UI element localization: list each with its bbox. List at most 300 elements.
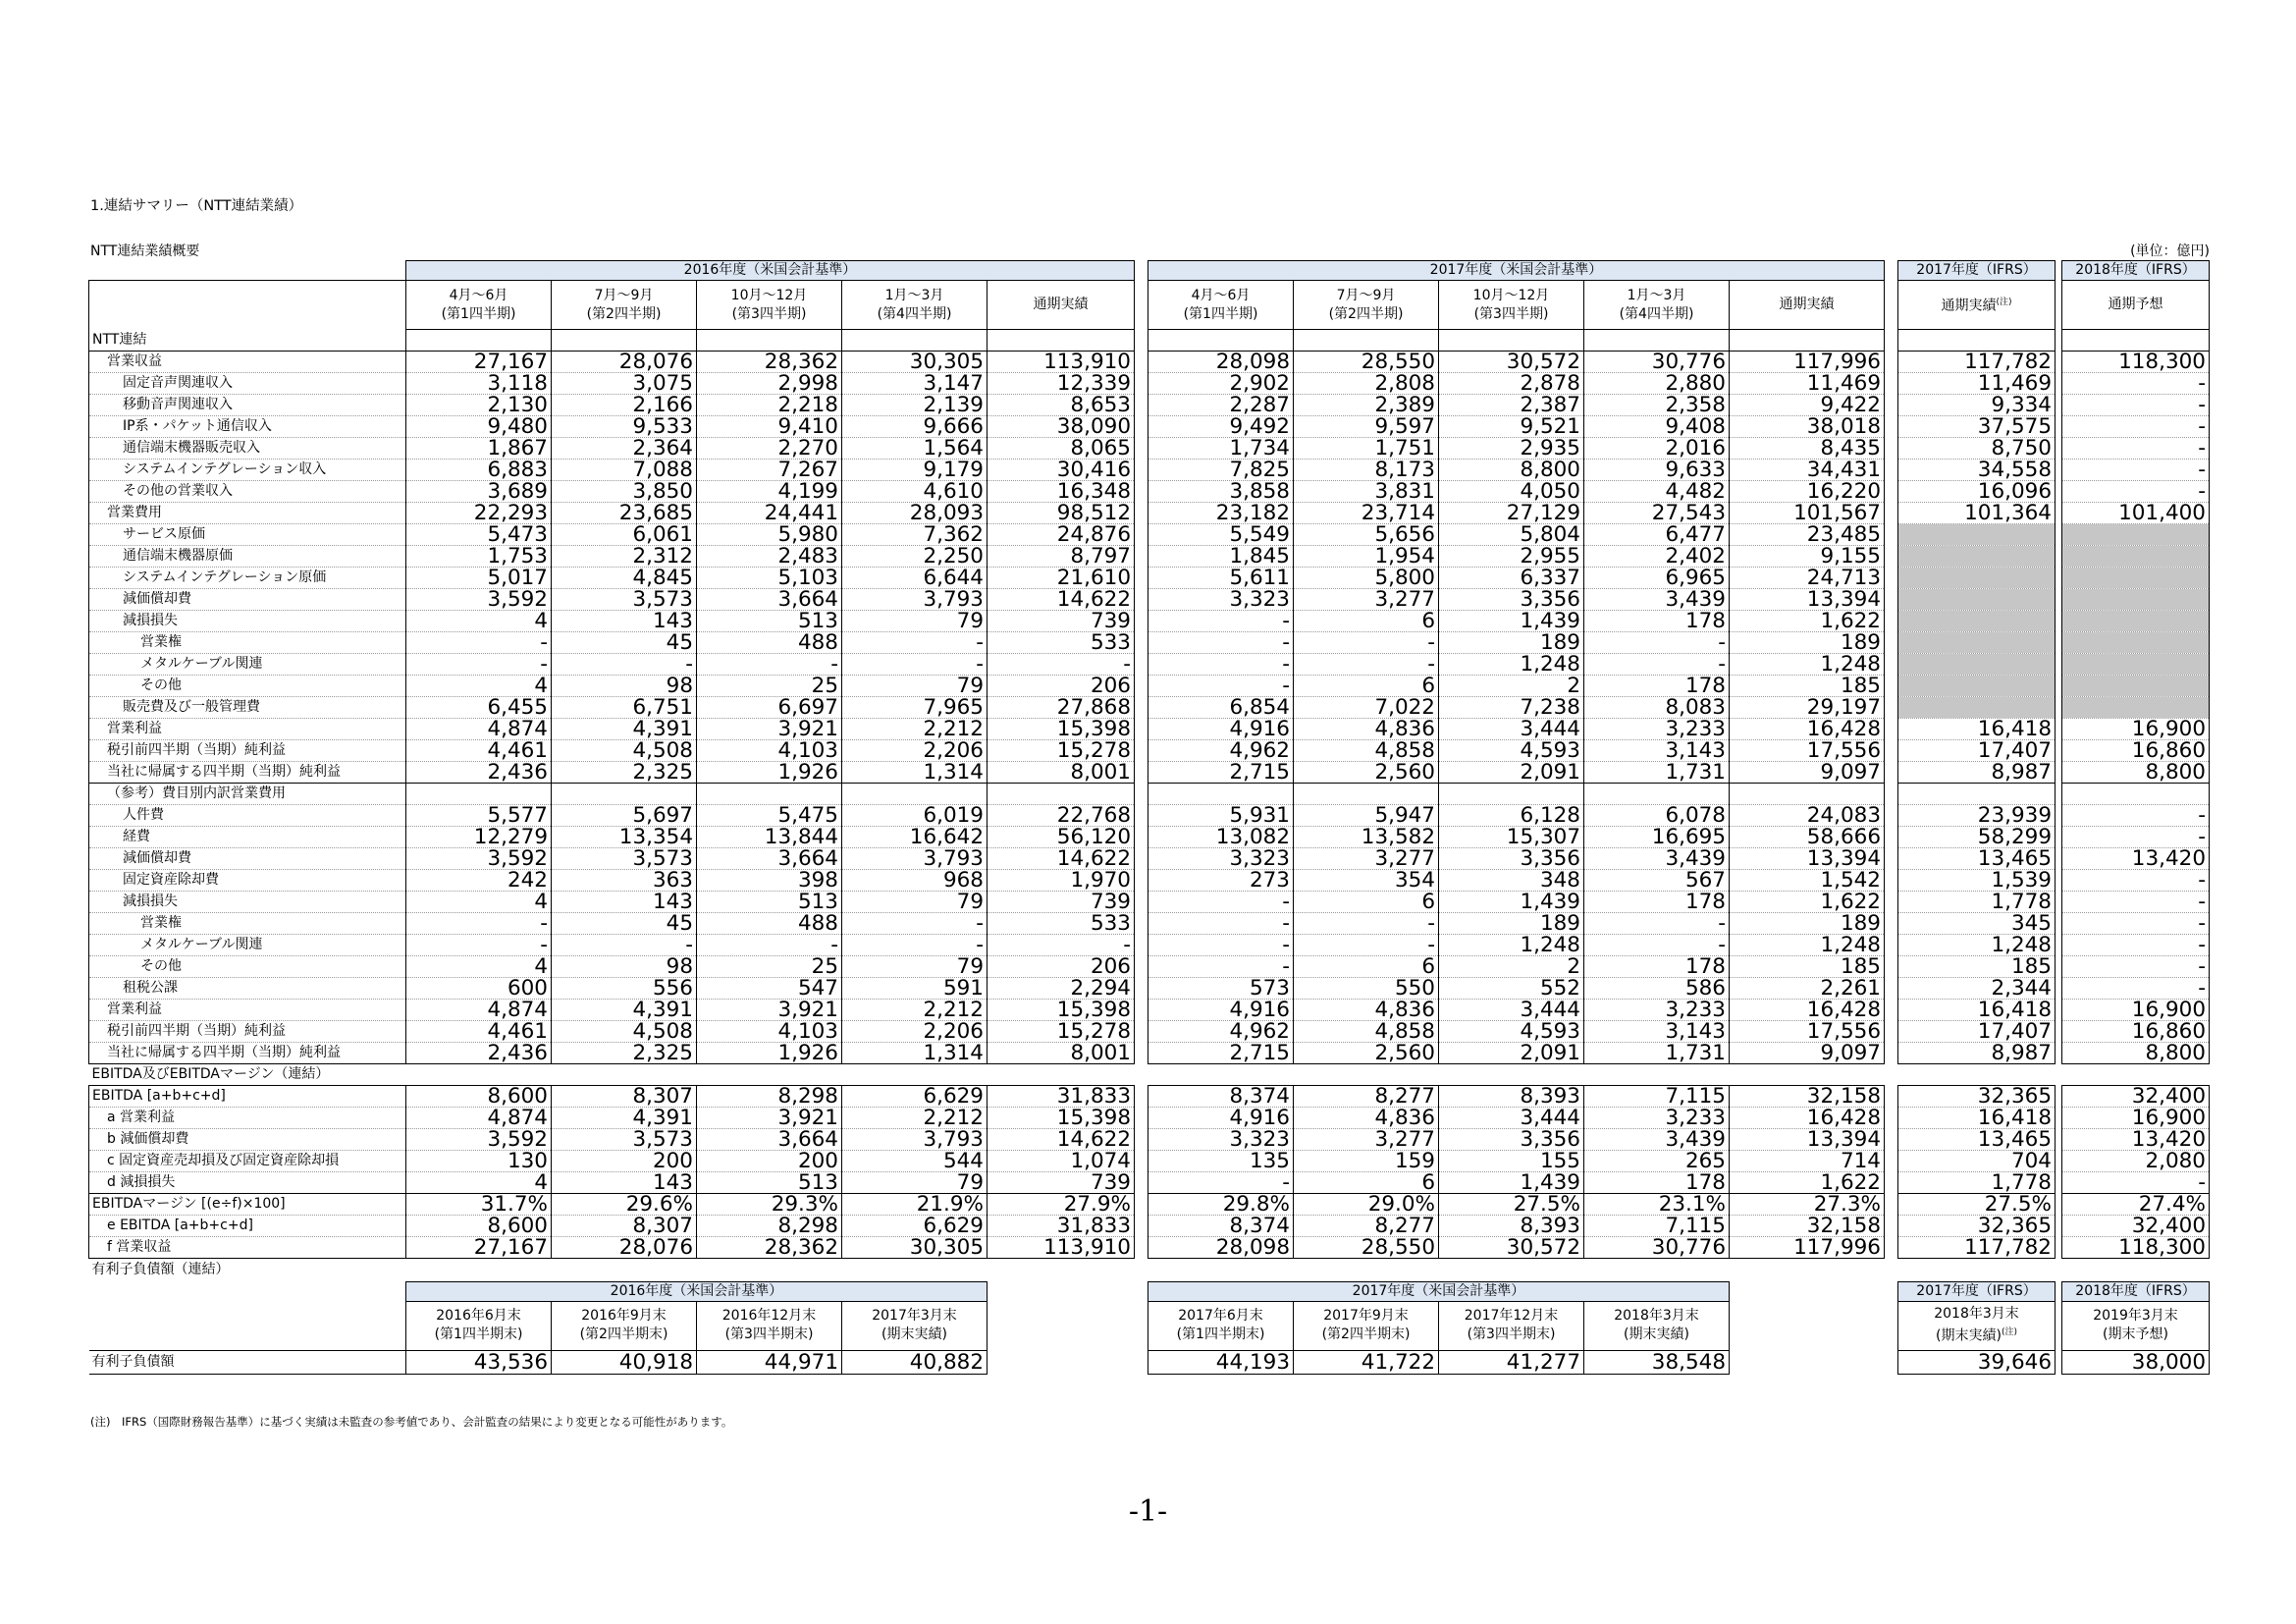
value-cell: 28,098: [1148, 351, 1294, 372]
value-cell: 22,768: [988, 804, 1135, 826]
value-cell: 5,103: [697, 567, 842, 588]
debt-col-2016-1: [552, 1301, 697, 1350]
value-cell: 544: [842, 1150, 988, 1171]
value-cell: 547: [697, 977, 842, 999]
value-cell: 2,325: [552, 1042, 697, 1063]
gap: [1135, 675, 1148, 696]
gap: [1135, 804, 1148, 826]
value-cell: 3,592: [406, 1128, 552, 1150]
col-line2-text: (期末実績): [1936, 1327, 2002, 1344]
row-label: 営業収益: [89, 351, 406, 372]
value-cell: [406, 783, 552, 804]
row-label: 営業権: [89, 912, 406, 934]
value-cell: [2062, 523, 2210, 545]
fy2017-header: 2017年度（米国会計基準）: [1148, 261, 1885, 281]
value-cell: 4,962: [1148, 739, 1294, 761]
value-cell: 550: [1294, 977, 1439, 999]
value-cell: 3,664: [697, 588, 842, 610]
table-row: [89, 783, 2210, 804]
empty-cell: [2062, 330, 2210, 352]
value-cell: 31,833: [988, 1215, 1135, 1236]
row-label: EBITDAマージン [(e÷f)×100]: [89, 1193, 406, 1215]
value-cell: 533: [988, 912, 1135, 934]
value-cell: 6: [1294, 891, 1439, 912]
value-cell: 27,129: [1439, 502, 1584, 523]
value-cell: 4,874: [406, 1107, 552, 1128]
debt-title: 有利子負債額（連結）: [91, 1261, 230, 1277]
value-cell: 8,600: [406, 1085, 552, 1107]
value-cell: 28,362: [697, 351, 842, 372]
value-cell: 5,804: [1439, 523, 1584, 545]
gap: [1885, 351, 1898, 372]
value-cell: 27.5%: [1439, 1193, 1584, 1215]
value-cell: 3,793: [842, 588, 988, 610]
value-cell: -: [2062, 869, 2210, 891]
gap: [1135, 739, 1148, 761]
value-cell: 4,916: [1148, 718, 1294, 739]
value-cell: 2,212: [842, 1107, 988, 1128]
row-label: 通信端末機器原価: [89, 545, 406, 567]
value-cell: 13,394: [1730, 588, 1885, 610]
value-cell: -: [2062, 826, 2210, 847]
col-line1: 1月～3月: [1627, 287, 1686, 303]
value-cell: -: [2062, 415, 2210, 437]
value-cell: 28,550: [1294, 1236, 1439, 1258]
value-cell: -: [1584, 653, 1730, 675]
value-cell: 4,050: [1439, 480, 1584, 502]
value-cell: 398: [697, 869, 842, 891]
value-cell: 2,402: [1584, 545, 1730, 567]
gap: [1135, 912, 1148, 934]
gap: [1885, 761, 1898, 783]
value-cell: [1898, 675, 2056, 696]
row-label: 営業費用: [89, 502, 406, 523]
value-cell: 345: [1898, 912, 2056, 934]
gap: [2056, 1042, 2062, 1063]
value-cell: 30,305: [842, 351, 988, 372]
value-cell: 7,022: [1294, 696, 1439, 718]
gap: [1135, 696, 1148, 718]
value-cell: 2,715: [1148, 1042, 1294, 1063]
value-cell: -: [1584, 934, 1730, 955]
full-year-header-2017: 通期実績: [1730, 281, 1885, 330]
value-cell: 79: [842, 1171, 988, 1193]
value-cell: [1898, 567, 2056, 588]
value-cell: 16,428: [1730, 1107, 1885, 1128]
value-cell: 200: [697, 1150, 842, 1171]
gap: [1135, 394, 1148, 415]
gap: [1135, 372, 1148, 394]
row-label: 営業権: [89, 631, 406, 653]
value-cell: 968: [842, 869, 988, 891]
gap: [2056, 1107, 2062, 1128]
gap: [2056, 783, 2062, 804]
value-cell: 4,508: [552, 739, 697, 761]
value-cell: 143: [552, 891, 697, 912]
value-cell: 3,444: [1439, 718, 1584, 739]
blank: [1730, 1350, 1885, 1374]
value-cell: 5,549: [1148, 523, 1294, 545]
debt-value-2017: 38,548: [1584, 1350, 1730, 1374]
value-cell: 118,300: [2062, 1236, 2210, 1258]
col-line1: 7月～9月: [1336, 287, 1396, 303]
value-cell: 3,147: [842, 372, 988, 394]
value-cell: 24,713: [1730, 567, 1885, 588]
value-cell: 1,867: [406, 437, 552, 459]
table-row: [89, 955, 2210, 977]
value-cell: 6,854: [1148, 696, 1294, 718]
table-row: [89, 502, 2210, 523]
value-cell: 4: [406, 675, 552, 696]
col-line2: (第4四半期): [1619, 305, 1694, 322]
col-line1: 10月～12月: [730, 287, 808, 303]
value-cell: -: [988, 653, 1135, 675]
value-cell: 34,558: [1898, 459, 2056, 480]
value-cell: 2,560: [1294, 761, 1439, 783]
value-cell: 8,750: [1898, 437, 2056, 459]
value-cell: 11,469: [1730, 372, 1885, 394]
value-cell: 8,173: [1294, 459, 1439, 480]
value-cell: -: [1294, 912, 1439, 934]
value-cell: 5,800: [1294, 567, 1439, 588]
gap: [1135, 1193, 1148, 1215]
value-cell: 513: [697, 610, 842, 631]
row-label: 販売費及び一般管理費: [89, 696, 406, 718]
debt-value-2017: 41,277: [1439, 1350, 1584, 1374]
value-cell: 704: [1898, 1150, 2056, 1171]
row-label: 減損損失: [89, 610, 406, 631]
value-cell: 9,492: [1148, 415, 1294, 437]
value-cell: 13,582: [1294, 826, 1439, 847]
value-cell: 11,469: [1898, 372, 2056, 394]
value-cell: -: [1584, 912, 1730, 934]
value-cell: 32,400: [2062, 1085, 2210, 1107]
value-cell: 2,560: [1294, 1042, 1439, 1063]
empty-cell: [988, 330, 1135, 352]
gap: [1885, 502, 1898, 523]
value-cell: 5,017: [406, 567, 552, 588]
debt-value-2016: 40,918: [552, 1350, 697, 1374]
value-cell: 2: [1439, 955, 1584, 977]
gap: [1885, 869, 1898, 891]
page-title: 1.連結サマリー（NTT連結業績）: [90, 198, 303, 214]
value-cell: [2062, 631, 2210, 653]
value-cell: 200: [552, 1150, 697, 1171]
col-line1: 2017年3月末: [872, 1308, 957, 1324]
gap: [2056, 459, 2062, 480]
value-cell: 8,600: [406, 1215, 552, 1236]
col-line1: 2017年6月末: [1178, 1308, 1263, 1324]
value-cell: 9,334: [1898, 394, 2056, 415]
value-cell: 3,592: [406, 847, 552, 869]
value-cell: 3,573: [552, 588, 697, 610]
gap: [2056, 588, 2062, 610]
value-cell: 16,428: [1730, 718, 1885, 739]
row-label: システムインテグレーション収入: [89, 459, 406, 480]
gap: [1135, 783, 1148, 804]
value-cell: 2,880: [1584, 372, 1730, 394]
gap: [2056, 1171, 2062, 1193]
value-cell: -: [1294, 631, 1439, 653]
empty-cell: [1294, 330, 1439, 352]
value-cell: 21.9%: [842, 1193, 988, 1215]
col-line2: (第2四半期末): [1321, 1326, 1411, 1342]
col-line1: 2018年3月末: [1934, 1306, 2019, 1323]
row-label: 減損損失: [89, 891, 406, 912]
value-cell: 2,206: [842, 1020, 988, 1042]
value-cell: -: [2062, 955, 2210, 977]
value-cell: 3,233: [1584, 1107, 1730, 1128]
value-cell: 16,900: [2062, 718, 2210, 739]
value-cell: 2,436: [406, 1042, 552, 1063]
gap: [1885, 1107, 1898, 1128]
value-cell: 16,418: [1898, 1107, 2056, 1128]
gap: [1885, 653, 1898, 675]
value-cell: -: [2062, 804, 2210, 826]
value-cell: 4,845: [552, 567, 697, 588]
value-cell: [1148, 783, 1294, 804]
table-row: [89, 1193, 2210, 1215]
value-cell: 25: [697, 675, 842, 696]
ifrs2017-header: 2017年度（IFRS）: [1898, 261, 2056, 281]
value-cell: 1,248: [1898, 934, 2056, 955]
value-cell: -: [1148, 891, 1294, 912]
value-cell: 8,298: [697, 1085, 842, 1107]
gap: [1885, 912, 1898, 934]
gap: [1135, 1085, 1148, 1107]
value-cell: 242: [406, 869, 552, 891]
quarter-header-2017-q4: [1584, 281, 1730, 330]
row-label: 営業利益: [89, 999, 406, 1020]
value-cell: [2062, 588, 2210, 610]
value-cell: 3,439: [1584, 1128, 1730, 1150]
value-cell: 3,143: [1584, 739, 1730, 761]
value-cell: 8,298: [697, 1215, 842, 1236]
gap: [1135, 891, 1148, 912]
gap: [1885, 739, 1898, 761]
gap: [1885, 1215, 1898, 1236]
gap: [2056, 912, 2062, 934]
ifrs2017-col-label: 通期実績: [1941, 298, 1997, 314]
col-line2: [1901, 1324, 2052, 1346]
value-cell: 4,916: [1148, 999, 1294, 1020]
value-cell: 16,348: [988, 480, 1135, 502]
debt-ifrs2018-header: 2018年度（IFRS）: [2062, 1281, 2210, 1301]
value-cell: 3,277: [1294, 588, 1439, 610]
value-cell: 1,439: [1439, 610, 1584, 631]
gap: [1885, 415, 1898, 437]
col-line1: 1月～3月: [884, 287, 944, 303]
row-label: d 減損損失: [89, 1171, 406, 1193]
value-cell: 4,874: [406, 718, 552, 739]
value-cell: 3,143: [1584, 1020, 1730, 1042]
value-cell: 3,793: [842, 847, 988, 869]
gap: [1885, 1042, 1898, 1063]
value-cell: 2,261: [1730, 977, 1885, 999]
value-cell: 2,287: [1148, 394, 1294, 415]
value-cell: 8,374: [1148, 1085, 1294, 1107]
value-cell: 4,836: [1294, 718, 1439, 739]
value-cell: 155: [1439, 1150, 1584, 1171]
value-cell: 32,158: [1730, 1085, 1885, 1107]
gap: [2056, 415, 2062, 437]
value-cell: 1,248: [1439, 934, 1584, 955]
value-cell: 2,166: [552, 394, 697, 415]
value-cell: 79: [842, 610, 988, 631]
gap: [1885, 847, 1898, 869]
value-cell: 14,622: [988, 588, 1135, 610]
table-row: [89, 869, 2210, 891]
col-line2: (第3四半期末): [724, 1326, 814, 1342]
value-cell: -: [1148, 912, 1294, 934]
value-cell: 21,610: [988, 567, 1135, 588]
value-cell: 556: [552, 977, 697, 999]
value-cell: 9,422: [1730, 394, 1885, 415]
debt-col-ifrs2018: [2062, 1301, 2210, 1350]
blank: [89, 1301, 406, 1350]
row-label: 税引前四半期（当期）純利益: [89, 1020, 406, 1042]
value-cell: 117,782: [1898, 1236, 2056, 1258]
value-cell: 2,955: [1439, 545, 1584, 567]
value-cell: 101,400: [2062, 502, 2210, 523]
value-cell: 4,391: [552, 999, 697, 1020]
gap: [2056, 1301, 2062, 1350]
footnote: (注) IFRS（国際財務報告基準）に基づく実績は未監査の参考値であり、会計監査の結果により変更となる可能性があります。: [90, 1415, 733, 1429]
value-cell: 2,294: [988, 977, 1135, 999]
value-cell: 1,248: [1439, 653, 1584, 675]
value-cell: 30,305: [842, 1236, 988, 1258]
value-cell: 27,543: [1584, 502, 1730, 523]
value-cell: -: [1148, 631, 1294, 653]
row-label: メタルケーブル関連: [89, 653, 406, 675]
gap: [1135, 523, 1148, 545]
debt-col-ifrs2017: [1898, 1301, 2056, 1350]
value-cell: 98: [552, 955, 697, 977]
value-cell: -: [1294, 934, 1439, 955]
row-label: f 営業収益: [89, 1236, 406, 1258]
value-cell: 8,307: [552, 1215, 697, 1236]
gap: [1885, 545, 1898, 567]
value-cell: 3,858: [1148, 480, 1294, 502]
col-line1: 4月～6月: [1191, 287, 1251, 303]
value-cell: 3,592: [406, 588, 552, 610]
value-cell: 25: [697, 955, 842, 977]
value-cell: 6,697: [697, 696, 842, 718]
value-cell: 185: [1730, 675, 1885, 696]
table-row: [89, 977, 2210, 999]
gap: [1135, 826, 1148, 847]
value-cell: -: [1584, 631, 1730, 653]
value-cell: 533: [988, 631, 1135, 653]
value-cell: [2062, 675, 2210, 696]
value-cell: 189: [1439, 631, 1584, 653]
value-cell: 13,420: [2062, 1128, 2210, 1150]
empty-cell: [406, 330, 552, 352]
value-cell: 185: [1898, 955, 2056, 977]
value-cell: 13,082: [1148, 826, 1294, 847]
value-cell: 23,939: [1898, 804, 2056, 826]
value-cell: [2062, 567, 2210, 588]
value-cell: 1,778: [1898, 1171, 2056, 1193]
gap: [2056, 999, 2062, 1020]
gap: [1885, 1085, 1898, 1107]
value-cell: 488: [697, 912, 842, 934]
row-label: IP系・パケット通信収入: [89, 415, 406, 437]
gap: [1885, 261, 1898, 281]
empty-cell: [1439, 330, 1584, 352]
value-cell: 5,475: [697, 804, 842, 826]
col-line2: (第1四半期): [441, 305, 516, 322]
gap: [1885, 1193, 1898, 1215]
value-cell: 117,782: [1898, 351, 2056, 372]
value-cell: 1,074: [988, 1150, 1135, 1171]
gap: [2056, 869, 2062, 891]
value-cell: 98: [552, 675, 697, 696]
value-cell: 3,444: [1439, 999, 1584, 1020]
row-label: その他の営業収入: [89, 480, 406, 502]
value-cell: 1,314: [842, 761, 988, 783]
value-cell: 4: [406, 610, 552, 631]
row-label: c 固定資産売却損及び固定資産除却損: [89, 1150, 406, 1171]
value-cell: 739: [988, 1171, 1135, 1193]
gap: [1135, 480, 1148, 502]
gap: [1885, 1171, 1898, 1193]
value-cell: 9,521: [1439, 415, 1584, 437]
value-cell: 3,233: [1584, 718, 1730, 739]
value-cell: 8,800: [2062, 761, 2210, 783]
table-row: [89, 1236, 2210, 1258]
value-cell: 3,118: [406, 372, 552, 394]
value-cell: 6,629: [842, 1215, 988, 1236]
value-cell: 29.0%: [1294, 1193, 1439, 1215]
value-cell: 8,065: [988, 437, 1135, 459]
value-cell: 178: [1584, 1171, 1730, 1193]
value-cell: 143: [552, 610, 697, 631]
gap: [1135, 437, 1148, 459]
gap: [1885, 459, 1898, 480]
value-cell: 2,139: [842, 394, 988, 415]
value-cell: 12,279: [406, 826, 552, 847]
table-row: [89, 718, 2210, 739]
gap: [1135, 1281, 1148, 1301]
value-cell: 739: [988, 891, 1135, 912]
value-cell: 32,400: [2062, 1215, 2210, 1236]
gap: [2056, 891, 2062, 912]
gap: [2056, 523, 2062, 545]
gap: [1135, 1128, 1148, 1150]
row-label: 税引前四半期（当期）純利益: [89, 739, 406, 761]
value-cell: 714: [1730, 1150, 1885, 1171]
col-line2: (期末実績): [1624, 1326, 1689, 1342]
table-row: [89, 696, 2210, 718]
gap: [2056, 437, 2062, 459]
value-cell: 5,697: [552, 804, 697, 826]
debt-ifrs2017-header: 2017年度（IFRS）: [1898, 1281, 2056, 1301]
col-line1: 2019年3月末: [2093, 1308, 2178, 1324]
table-row: [89, 934, 2210, 955]
gap: [1135, 631, 1148, 653]
col-line2: (第1四半期末): [1176, 1326, 1265, 1342]
value-cell: 185: [1730, 955, 1885, 977]
row-label: 当社に帰属する四半期（当期）純利益: [89, 1042, 406, 1063]
value-cell: 3,075: [552, 372, 697, 394]
gap: [1135, 502, 1148, 523]
value-cell: 8,083: [1584, 696, 1730, 718]
value-cell: 28,550: [1294, 351, 1439, 372]
value-cell: 16,418: [1898, 718, 2056, 739]
debt-label: 有利子負債額: [89, 1350, 406, 1374]
value-cell: 6,337: [1439, 567, 1584, 588]
